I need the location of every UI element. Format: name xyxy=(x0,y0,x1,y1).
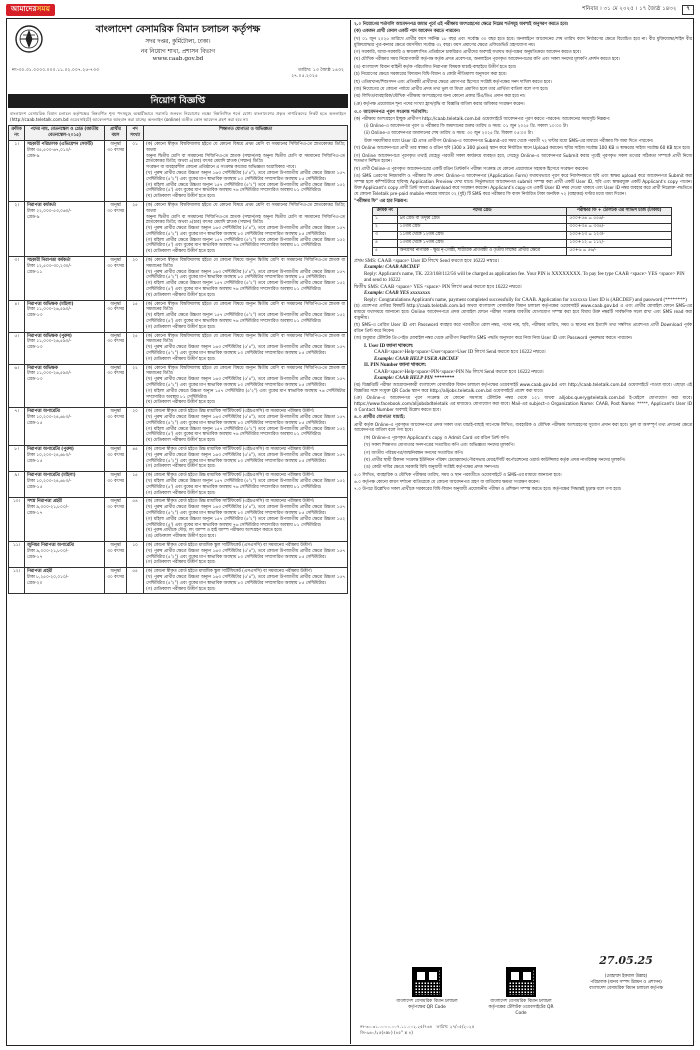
header-age: প্রার্থীর বয়স xyxy=(105,126,127,141)
row-serial: ১১। xyxy=(9,541,25,567)
row-post xyxy=(25,140,105,201)
footer-memo: নং-৩০.৩১.০০০০.০০৭.১১.০০২.২৫/৭৩৪ xyxy=(360,1024,433,1029)
qualification-line: (খ) পুরুষ প্রার্থীর ক্ষেত্রে উচ্চতা অন্যূন ১৬৩ সেন্টিমিটার (৫'৪"), তবে কোনো উপজাতীয় প্রার্থীর ক্ষেত্রে উচ্চতা ১৫৭ সেন্টিমিটার (৫'২") এবং বুকের মাপ স্বাভাবিক অবস্থায় ৮০ সেন্টিমিটার সম্প্রসারিত অবস্থায় ৮৫ সেন্টিমিটার। xyxy=(146,415,345,426)
fee-cell: ২০০+২৩ = ২২৩/- xyxy=(567,231,672,239)
qualification-line: (ক) কোনো স্বীকৃত বিশ্ববিদ্যালয় হইতে যে কোনো বিষয়ে প্রথম শ্রেণি বা সমমানের সিজিপিএ-তে স্নাতকোত্তর ডিগ্রি; অথবা xyxy=(146,202,345,214)
helpline-rule: (ঞ) Online-এ আবেদনপত্র পূরণ সংক্রান্ত যে কোনো সমস্যায় টেলিটক নম্বর থেকে ১২১ অথবা alljobs.query@teletalk.com.bd ই-মেইলে যোগাযোগ করা যাবে। https://www.facebook.com/alljobsbdteletalk এর মাধ্যমেও যোগাযোগ করা যাবে। Mail-এর subject-এ Organization Name: CAAB, Post Name: *****, Applicant's User ID ও Contact Number অবশ্যই উল্লেখ করতে হবে। xyxy=(354,395,692,413)
row-count: ৫৪ xyxy=(127,498,144,542)
qualification-line: (গ) মহিলা প্রার্থীর ক্ষেত্রে উচ্চতা অন্যূন ১৫৭ সেন্টিমিটার (৫'২") তবে কোনো উপজাতীয় প্রার্থীর ক্ষেত্রে উচ্চতা ১৫২ সেন্টিমিটার (৫') এবং বুকের মাপ স্বাভাবিক অবস্থায় ৭৬ সেন্টিমিটার সম্প্রসারিত অবস্থায় ৮১ সেন্টিমিটার। xyxy=(146,281,345,293)
post-name: নিরাপত্তা অপারেটর (পুরুষ) xyxy=(27,446,74,452)
qualification-line: (ক) কোনো স্বীকৃত বোর্ড হইতে উচ্চ মাধ্যমিক সার্টিফিকেট (এইচএসসি) বা সমমানের পরীক্ষায় উত্তীর্ণ। xyxy=(146,499,315,505)
row-post xyxy=(25,257,105,301)
verification-doc-b: (খ) সকল শিক্ষাগত যোগ্যতার সনদপত্রের সত্যায়িত কপি এবং অভিজ্ঞতা সনদের মূলকপি। xyxy=(364,443,515,449)
footer-refs xyxy=(360,1024,690,1035)
table-row xyxy=(373,247,672,255)
fee-cell: ১১তম থেকে ১২তম গ্রেড xyxy=(397,231,567,239)
condition-orphan: (ছ) এতিমখানা/শিশুসদন এবং প্রতিবন্ধী প্রার্থীদের ক্ষেত্রে প্রমাণপত্র হিসেবে সংশ্লিষ্ট কর্তৃপক্ষের সনদ দাখিল করতে হবে। xyxy=(354,79,552,85)
fee-cell: ৫ xyxy=(373,247,398,255)
row-age: অনূর্ধ্ব ৩০ বৎসর xyxy=(105,364,127,408)
page-number: ৭ xyxy=(682,5,694,14)
table-row xyxy=(9,445,348,471)
fee-header-amount: পরীক্ষার ফি + টেলিটক এর সার্ভিস চার্জ (টাকায়) xyxy=(567,207,672,215)
row-serial: ৫। xyxy=(9,332,25,364)
qualification-line: সংরক্ষণ বা ব্যবহারশীল কোনো প্রতিষ্ঠানে এ সংক্রান্ত কাজের অভিজ্ঞতা অগ্রাধিকার পাবে। xyxy=(146,165,296,171)
posts-table-header xyxy=(9,126,348,141)
qualification-line: (গ) মেডিক্যাল পরীক্ষায় উত্তীর্ণ হতে হবে। xyxy=(146,560,216,566)
post-grade: গ্রেড-১৭ xyxy=(27,510,43,516)
post-scale: টাকা ৮,২৫০-২০,০১০/- xyxy=(27,574,69,580)
website-qr-rule: (ঝ) বিজ্ঞপ্তিটি পরীক্ষা আয়োজনকারী বাংলাদেশ বেসামরিক বিমান চলাচল কর্তৃপক্ষের ওয়েবসাইট www.caab.gov.bd এবং http://caab.teletalk.com.bd ওয়েবসাইটে পাওয়া যাবে। এছাড়া এই বিজ্ঞপ্তির সঙ্গে সংযুক্ত QR Code স্ক্যান করে http://alljobs.teletalk.com.bd ওয়েবসাইটে প্রবেশ করা যাবে। xyxy=(354,382,692,394)
qualification-line: (গ) মেডিক্যাল পরীক্ষায় উত্তীর্ণ হতে হবে। xyxy=(146,586,216,592)
newspaper-topbar xyxy=(6,4,694,16)
qualification-line: (গ) মেডিক্যাল পরীক্ষায় উত্তীর্ণ হতে হবে। xyxy=(146,356,216,362)
qualification-line: (ঘ) মেডিক্যাল পরীক্ষায় উত্তীর্ণ হতে হবে। xyxy=(146,438,216,444)
table-row xyxy=(373,223,672,231)
post-name: নিরাপত্তা অভিক্ষক xyxy=(27,365,58,371)
post-scale: টাকা ৯,০০০-২১,৮০০/- xyxy=(27,505,69,511)
row-serial: ৪। xyxy=(9,300,25,332)
qr-code-icon[interactable] xyxy=(506,967,536,997)
sms-fee-rule: (ঙ) SMS প্রেরণের নিয়মাবলি ও পরীক্ষার ফি প্রদান: Online-এ আবেদনপত্র (Application Form) যথাযথভাবে পূরণ করে নির্দেশনামতে ছবি এবং স্বাক্ষর upload করে আবেদনপত্র Submit করা সম্পন্ন হলে কম্পিউটারে ছবিসহ Application Preview দেখা যাবে। নির্ভুলভাবে আবেদনপত্র submit সম্পন্ন করা প্রার্থী একটি User ID, ছবি এবং স্বাক্ষরযুক্ত একটি Applicant's copy পাবেন। উক্ত Applicant's copy প্রার্থী প্রিন্ট অথবা download করে সংরক্ষণ করবেন। Applicant's copy-তে একটি User ID নম্বর দেওয়া থাকবে এবং User ID নম্বর ব্যবহার করে প্রার্থী নিম্নোক্ত পদ্ধতিতে যে কোনো Teletalk pre-paid mobile নম্বরের মাধ্যমে ০২ (দুই) টি SMS করে পরীক্ষার ফি বাবদ নির্ধারিত টাকা অনধিক ৭২ (বাহাত্তর) ঘণ্টার মধ্যে জমা দিবেন। xyxy=(354,174,692,197)
table-row xyxy=(9,568,348,594)
post-name: সশস্ত্র নিরাপত্তা প্রহরী xyxy=(27,499,63,505)
row-serial: ৮। xyxy=(9,445,25,471)
verification-doc-e: (ঙ) কোটা দাবির ক্ষেত্রে সরকারি বিধি অনুযায়ী সংশ্লিষ্ট কর্তৃপক্ষের প্রদত্ত সনদপত্র। xyxy=(364,465,500,471)
signature-block xyxy=(562,954,690,991)
conditions-title: ২.০ নিয়োগের শর্তাবলি আবেদনপত্র জমার পূর্বে এই পরীক্ষায় অংশগ্রহণের ক্ষেত্রে নিম্নের শর্তসমূহ অবশ্যই অনুসরণ করতে হবে। xyxy=(354,22,569,27)
row-qualification xyxy=(144,408,348,446)
row-qualification xyxy=(144,445,348,471)
final-decision-note: ৭.০ উপরে উল্লেখিত সকল প্রার্থীকে সরকারের বিধি-বিধান অনুযায়ী প্রয়োজনীয় পরীক্ষা ও প্রশিক্ষণ সম্পন্ন করতে হবে। কর্তৃপক্ষের সিদ্ধান্তই চূড়ান্ত বলে গণ্য হবে। xyxy=(354,487,622,493)
verification-intro: প্রার্থী কর্তৃক Online-এ পূরণকৃত আবেদনপত্রে প্রদত্ত সকল তথ্য যাচাই-বাছাই সাপেক্ষে লিখিত, ব্যবহারিক ও মৌখিক পরীক্ষায় অংশগ্রহণের সুযোগ প্রদান করা হবে। ভুল বা অসম্পূর্ণ তথ্য প্রদানের ক্ষেত্রে আবেদনপত্র বাতিল বলে গণ্য হবে। xyxy=(354,422,692,434)
qualification-line: (খ) মহিলা প্রার্থীর ক্ষেত্রে উচ্চতা অন্যূন ১৫৭ সেন্টিমিটার (৫'২") তবে কোনো উপজাতীয় প্রার্থীর ক্ষেত্রে উচ্চতা ১৫২ সেন্টিমিটার (৫') এবং বুকের মাপ স্বাভাবিক অবস্থায় ৭৬ সেন্টিমিটার সম্প্রসারিত অবস্থায় ৮১ সেন্টিমিটার। xyxy=(146,478,345,490)
masthead-accent-text: সময় xyxy=(36,5,51,14)
row-count: ১০ xyxy=(127,541,144,567)
row-post xyxy=(25,498,105,542)
footer-date: তারিখ: ২৭/০৫/২০২৫ xyxy=(436,1024,475,1029)
row-post xyxy=(25,541,105,567)
post-scale: টাকা ২২,০০০-৫৩,০৬০/- xyxy=(27,208,72,214)
verification-doc-d: (ঘ) প্রার্থীর স্থায়ী ঠিকানা সংক্রান্ত ইউনিয়ন পরিষদ চেয়ারম্যান/পৌরসভার মেয়র/সিটি কর্পোরেশনের ওয়ার্ড কাউন্সিলর কর্তৃক প্রদত্ত নাগরিকত্ব সনদের মূলকপি। xyxy=(364,457,626,463)
fee-cell: ১ xyxy=(373,215,398,223)
photo-upload-rule: (খ) Online আবেদনপত্রে প্রার্থী তার স্বাক্ষর ও রঙিন ছবি (300 x 300 pixel) স্ক্যান করে নির্ধারিত স্থানে Upload করবেন। ছবির সাইজ সর্বোচ্চ 100 KB ও স্বাক্ষরের সাইজ সর্বোচ্চ 60 KB হতে হবে। xyxy=(354,146,691,152)
condition-quota: (চ) নিয়োগের ক্ষেত্রে সরকারের বিদ্যমান বিধি-বিধান ও কোটা নীতিমালা অনুসরণ করা হবে। xyxy=(354,72,507,78)
qualification-line: অনুন্য দ্বিতীয় শ্রেণি বা সমমানের সিজিপিএ-তে স্নাতক (সম্মান)সহ অনুন্য দ্বিতীয় শ্রেণি বা সমমানের সিজিপিএ-তে স্নাতকোত্তর ডিগ্রি; অথবা ৪(চার) বৎসর মেয়াদি স্নাতক (সম্মান) ডিগ্রি। xyxy=(146,214,345,226)
row-age: অনূর্ধ্ব ৩০ বৎসর xyxy=(105,541,127,567)
qualification-line: (ক) কোনো স্বীকৃত বোর্ড হইতে মাধ্যমিক স্কুল সার্টিফিকেট (এসএসসি) বা সমমানের পরীক্ষায় উত্তীর্ণ। xyxy=(146,542,312,548)
fee-cell: ৪ xyxy=(373,239,398,247)
sms-first-reply: Reply: Applicant's name, TK. 223/168/112/56 will be charged as application fee. Your PIN is XXXXXXXX. To pay fee type CAAB <space> YES <space> PIN and send to 16222 xyxy=(364,271,685,284)
verification-doc-c: (গ) জাতীয় পরিচয়পত্র/জন্মনিবন্ধন সনদের সত্যায়িত কপি। xyxy=(364,450,464,456)
signer-title: পরিচালক (মানব সম্পদ উন্নয়ন ও প্রশাসন) xyxy=(590,979,662,985)
qualification-line: (গ) মহিলা প্রার্থীর ক্ষেত্রে উচ্চতা অন্যূন ১৫৭ সেন্টিমিটার (৫'২") তবে কোনো উপজাতীয় প্রার্থীর ক্ষেত্রে উচ্চতা ১৫২ সেন্টিমিটার (৫') এবং বুকের মাপ স্বাভাবিক অবস্থায় ৭৬ সেন্টিমিটার সম্প্রসারিত অবস্থায় ৮১ সেন্টিমিটার। xyxy=(146,182,345,194)
print-copy-rule: (ঘ) প্রার্থী Online-এ পূরণকৃত আবেদনপত্রের একটি রঙিন প্রিন্টকপি পরীক্ষা সংক্রান্ত যে কোনো প্রয়োজনে সহায়ক হিসেবে সংরক্ষণ করবেন। xyxy=(354,166,589,172)
row-post xyxy=(25,445,105,471)
post-scale: টাকা ১১,০০০-২৬,৫৯০/- xyxy=(27,307,72,313)
fee-cell: ২ xyxy=(373,223,398,231)
authority-reserve-note: ৬.০ কর্তৃপক্ষ কোনো কারণ দর্শানো ব্যতিরেকে যে কোনো আবেদনপত্র গ্রহণ বা বাতিলের ক্ষমতা সংরক্ষণ করেন। xyxy=(354,480,540,486)
fee-header-serial: ক্রমিক নং xyxy=(373,207,398,215)
row-post xyxy=(25,472,105,498)
info-accuracy-rule: (গ) Online আবেদনপত্রে পূরণকৃত তথ্যই যেহেতু পরবর্তী সকল কার্যক্রমে ব্যবহৃত হবে, সেহেতু Online-এ আবেদনপত্র Submit করার পূর্বেই পূরণকৃত সকল তথ্যের সঠিকতা সম্পর্কে প্রার্থী নিজে শতভাগ নিশ্চিত হবেন। xyxy=(354,153,692,165)
notice-banner-title: নিয়োগ বিজ্ঞপ্তি xyxy=(8,94,348,108)
application-website-text: (ক) পরীক্ষায় অংশগ্রহণে ইচ্ছুক প্রার্থীগণ http://caab.teletalk.com.bd ওয়েবসাইটে আবেদনপত্র পূরণ করতে পারবেন। আবেদনের সময়সূচি নিম্নরূপ: xyxy=(354,116,611,122)
condition-authority-rights: (ঞ) কর্তৃপক্ষ প্রয়োজনে শূন্য পদের সংখ্যা হ্রাস/বৃদ্ধি বা বিজ্ঞপ্তি বাতিল করার অধিকার সংরক্ষণ করেন। xyxy=(354,101,525,107)
post-name: নিরাপত্তা অভিক্ষক (পুরুষ) xyxy=(27,333,72,339)
qualification-line: (খ) পুরুষ প্রার্থীর ক্ষেত্রে উচ্চতা অন্যূন ১৬৩ সেন্টিমিটার (৫'৪"), তবে কোনো উপজাতীয় প্রার্থীর ক্ষেত্রে উচ্চতা ১৫৭ সেন্টিমিটার (৫'২") এবং বুকের মাপ স্বাভাবিক অবস্থায় ৮০ সেন্টিমিটার সম্প্রসারিত অবস্থায় ৮৫ সেন্টিমিটার। xyxy=(146,377,345,389)
sms-first-example: Example: CAAB ABCDEF xyxy=(364,265,420,271)
right-column xyxy=(354,22,692,1042)
fee-cell: ৫০+৬ = ৫৬/- xyxy=(567,247,672,255)
row-qualification xyxy=(144,140,348,201)
application-website-para xyxy=(354,117,692,123)
qualification-line: (খ) পুরুষ প্রার্থীর ক্ষেত্রে উচ্চতা অন্যূন ১৬৩ সেন্টিমিটার (৫'৪"), তবে কোনো উপজাতীয় প্রার্থীর ক্ষেত্রে উচ্চতা ১৫৭ সেন্টিমিটার (৫'২") এবং বুকের মাপ স্বাভাবিক অবস্থায় ৮০ সেন্টিমিটার সম্প্রসারিত অবস্থায় ৮৫ সেন্টিমিটার। xyxy=(146,452,345,464)
row-post xyxy=(25,332,105,364)
application-fee-window: উক্ত সময়সীমার মধ্যে User ID প্রাপ্ত প্রার্থীগণ Online-এ আবেদনপত্র Submit-এর সময় থেকে পরবর্তী ৭২ ঘণ্টার মধ্যে SMS-এর মাধ্যমে পরীক্ষার ফি জমা দিতে পারবেন। xyxy=(364,138,654,144)
application-section-title: ৩.০ আবেদনপত্র পূরণ সংক্রান্ত শর্তাবলি: xyxy=(354,109,428,115)
row-count: ২২ xyxy=(127,364,144,408)
qualification-line: (ঘ) মেডিক্যাল পরীক্ষায় উত্তীর্ণ হতে হবে। xyxy=(146,292,216,298)
exam-schedule-note: ৫.০ লিখিত, ব্যবহারিক ও মৌখিক পরীক্ষার তারিখ, সময় ও স্থান পরবর্তীতে ওয়েবসাইটে ও SMS-এর মাধ্যমে জানানো হবে। xyxy=(354,472,562,478)
row-serial: ৩। xyxy=(9,257,25,301)
row-age: অনূর্ধ্ব ৩০ বৎসর xyxy=(105,201,127,256)
header-serial: ক্রমিক নং xyxy=(9,126,25,141)
qualification-line: (গ) মেডিক্যাল পরীক্ষায় উত্তীর্ণ হতে হবে। xyxy=(146,464,216,470)
qualification-line: (ক) কোনো স্বীকৃত বোর্ড হইতে উচ্চ মাধ্যমিক সার্টিফিকেট (এইচএসসি) বা সমমানের পরীক্ষায় উত্তীর্ণ। xyxy=(146,446,315,452)
sms-second-instruction: দ্বিতীয় SMS: CAAB <space> YES <space> PIN লিখে send করতে হবে 16222 নম্বরে। xyxy=(354,284,522,290)
condition-employed: (গ) সরকারি, আধা-সরকারি ও স্বায়ত্তশাসিত প্রতিষ্ঠানে চাকরিরত প্রার্থীদের অবশ্যই যথাযথ কর্তৃপক্ষের অনুমতিক্রমে আবেদন করতে হবে। xyxy=(354,49,581,55)
post-name: নিরাপত্তা প্রহরী xyxy=(27,569,53,575)
fee-cell: ৩০০+৩৪ = ৩৩৪/- xyxy=(567,223,672,231)
table-row xyxy=(9,257,348,301)
post-name: সহকারী নিরাপত্তা কর্মকর্তা xyxy=(27,258,71,264)
row-qualification xyxy=(144,498,348,542)
qualification-line: (গ) মেডিক্যাল পরীক্ষায় উত্তীর্ণ হতে হবে। xyxy=(146,490,216,496)
column-divider xyxy=(350,20,351,1044)
table-row xyxy=(373,239,672,247)
post-grade: গ্রেড-১৫ xyxy=(27,484,43,490)
table-row xyxy=(9,201,348,256)
post-scale: টাকা ১১,০০০-২৬,৫৯০/- xyxy=(27,339,72,345)
signer-name: (মোহাম্মদ ইকবাল উল্লাহ) xyxy=(604,974,648,979)
row-qualification xyxy=(144,364,348,408)
post-grade: গ্রেড-১৭ xyxy=(27,554,43,560)
condition-age: (খ) ০১ জুন ২০২৫ তারিখে প্রার্থীর বয়স সর্বনিম্ন ১৮ বছর এবং সর্বোচ্চ ৩০ বছর হতে হবে। অনলাইনে আবেদনের শেষ তারিখ বয়স নির্ধারণের ক্ষেত্রে বিবেচিত হবে না। বীর মুক্তিযোদ্ধা/শহিদ বীর মুক্তিযোদ্ধার পুত্র-কন্যার ক্ষেত্রে বয়সসীমা সর্বোচ্চ ৩২ বছর। বয়স প্রমাণের ক্ষেত্রে এফিডেভিট গ্রহণযোগ্য নয়। xyxy=(354,36,692,48)
row-post xyxy=(25,568,105,594)
post-name: জুনিয়র নিরাপত্তা অপারেটর xyxy=(27,542,74,548)
post-scale: টাকা ৯,০০০-২১,৮০০/- xyxy=(27,548,69,554)
row-count: ৫৫ xyxy=(127,568,144,594)
qualification-line: (ঘ) মেডিক্যাল পরীক্ষায় উত্তীর্ণ হতে হবে। xyxy=(146,400,216,406)
post-scale: টাকা ১১,০০০-২৬,৫৯০/- xyxy=(27,371,72,377)
table-row xyxy=(9,300,348,332)
row-qualification xyxy=(144,472,348,498)
qualification-line: (খ) পুরুষ প্রার্থীর ক্ষেত্রে উচ্চতা অন্যূন ১৬৩ সেন্টিমিটার (৫'৪"), তবে কোনো উপজাতীয় প্রার্থীর ক্ষেত্রে উচ্চতা ১৫৭ সেন্টিমিটার (৫'২") এবং বুকের মাপ স্বাভাবিক অবস্থায় ৮০ সেন্টিমিটার সম্প্রসারিত অবস্থায় ৮৫ সেন্টিমিটার। xyxy=(146,269,345,281)
table-row xyxy=(9,541,348,567)
header-post-name: পদের নাম, বেতনস্কেল ও গ্রেড (জাতীয় বেতনস্কেল-২০১৫) xyxy=(25,126,105,141)
qualification-line: (ক) কোনো স্বীকৃত বিশ্ববিদ্যালয় হইতে যে কোনো বিষয়ে অন্যূন দ্বিতীয় শ্রেণি বা সমমানের সিজিপিএ-তে স্নাতক বা সমমানের ডিগ্রি। xyxy=(146,301,345,313)
fee-table-header xyxy=(373,207,672,215)
row-serial: ৯। xyxy=(9,472,25,498)
fee-cell: ৩ xyxy=(373,231,398,239)
post-scale: টাকা ৩৫,৫০০-৬৭,০১০/- xyxy=(27,147,72,153)
row-count: ২০ xyxy=(127,408,144,446)
post-name: নিরাপত্তা অপারেটর (মহিলা) xyxy=(27,473,76,479)
row-serial: ১। xyxy=(9,140,25,201)
fee-table-title: "পরীক্ষার ফি" এর হার নিম্নরূপ: xyxy=(354,199,408,204)
row-count: ৪৫ xyxy=(127,445,144,471)
post-scale: টাকা ১০,২০০-২৪,৬৮০/- xyxy=(27,415,72,420)
notice-intro: বাংলাদেশ বেসামরিক বিমান চলাচল কর্তৃপক্ষের নিম্নবর্ণিত শূন্য পদসমূহে অস্থায়ীভাবে সরাসরি জনবল নিয়োগের লক্ষ্যে নিম্নলিখিত শর্তে যোগ্য বাংলাদেশের প্রকৃত নাগরিকদের নিকট হতে অনলাইনে (http://caab.teletalk.com.bd ওয়েবসাইটে) আবেদনপত্র আহবান করা যাচ্ছে। অনলাইন (online) ব্যতীত কোন আবেদন গ্রহণ করা হবে না। xyxy=(10,111,346,122)
qualification-line: (খ) পুরুষ প্রার্থীর ক্ষেত্রে উচ্চতা অন্যূন ১৬৩ সেন্টিমিটার (৫'৪"), তবে কোনো উপজাতীয় প্রার্থীর ক্ষেত্রে উচ্চতা ১৫৭ সেন্টিমিটার (৫'২") এবং বুকের মাপ স্বাভাবিক অবস্থায় ৮০ সেন্টিমিটার সম্প্রসারিত অবস্থায় ৮৫ সেন্টিমিটার। xyxy=(146,574,345,586)
row-serial: ৬। xyxy=(9,364,25,408)
qualification-line: (ঙ) মেডিক্যাল পরীক্ষায় উত্তীর্ণ হতে হবে। xyxy=(146,534,216,540)
qualification-line: (খ) পুরুষ প্রার্থীর ক্ষেত্রে উচ্চতা অন্যূন ১৬৩ সেন্টিমিটার (৫'৪"), তবে কোনো উপজাতীয় প্রার্থীর ক্ষেত্রে উচ্চতা ১৫৭ সেন্টিমিটার (৫'২") এবং বুকের মাপ স্বাভাবিক অবস্থায় ৮০ সেন্টিমিটার সম্প্রসারিত অবস্থায় ৮৫ সেন্টিমিটার। xyxy=(146,170,345,182)
qualification-line: (গ) মহিলা প্রার্থীর ক্ষেত্রে উচ্চতা অন্যূন ১৫৭ সেন্টিমিটার (৫'২") তবে কোনো উপজাতীয় প্রার্থীর ক্ষেত্রে উচ্চতা ১৫২ সেন্টিমিটার (৫') এবং বুকের মাপ স্বাভাবিক অবস্থায় ৭৬ সেন্টিমিটার সম্প্রসারিত অবস্থায় ৮১ সেন্টিমিটার। xyxy=(146,516,345,528)
row-qualification xyxy=(144,332,348,364)
fee-cell: ৫০০+৫৬ = ৫৫৬/- xyxy=(567,215,672,223)
caab-logo-icon xyxy=(14,24,44,54)
verification-doc-a: (ক) Online-এ পূরণকৃত Applicant's copy ও Admit Card এর রঙিন প্রিন্ট কপি। xyxy=(364,435,510,441)
handwritten-signature: 27.05.25 xyxy=(599,954,653,967)
newspaper-masthead xyxy=(6,4,55,15)
post-name: নিরাপত্তা অপারেটর xyxy=(27,409,60,415)
qr-block-teletalk xyxy=(488,967,554,1017)
row-post xyxy=(25,364,105,408)
row-serial: ১০। xyxy=(9,498,25,542)
organization-name: বাংলাদেশ বেসামরিক বিমান চলাচল কর্তৃপক্ষ xyxy=(95,24,261,35)
fee-cell: ১৩তম থেকে ১৭তম গ্রেড xyxy=(397,239,567,247)
qualification-line: (ক) কোনো স্বীকৃত বিশ্ববিদ্যালয় হইতে যে কোনো বিষয়ে অন্যূন দ্বিতীয় শ্রেণি বা সমমানের সিজিপিএ-তে স্নাতক বা সমমানের ডিগ্রি। xyxy=(146,365,345,377)
condition-one-post: (ক) একজন প্রার্থী কেবল একটি পদে আবেদন করতে পারবেন। xyxy=(354,29,461,35)
issue-date: শনিবার । ৩১ মে ২০২৫ । ১৭ জ্যৈষ্ঠ ১৪৩২ xyxy=(582,6,677,13)
recovery-pin-example: Example: CAAB HELP PIN ******** xyxy=(374,376,455,382)
table-row xyxy=(9,140,348,201)
qr-caption-teletalk: বাংলাদেশ বেসামরিক বিমান চলাচল কর্তৃপক্ষের টেলিটক ওয়েবসাইটের QR Code xyxy=(488,999,554,1016)
qualification-line: (খ) পুরুষ প্রার্থীর ক্ষেত্রে উচ্চতা অন্যূন ১৬৩ সেন্টিমিটার (৫'৪"), তবে কোনো উপজাতীয় প্রার্থীর ক্ষেত্রে উচ্চতা ১৫৭ সেন্টিমিটার (৫'২") এবং বুকের মাপ স্বাভাবিক অবস্থায় ৮০ সেন্টিমিটার সম্প্রসারিত অবস্থায় ৮৫ সেন্টিমিটার। xyxy=(146,345,345,357)
row-count: ২০ xyxy=(127,257,144,301)
fee-cell: ১০০+১২ = ১১২/- xyxy=(567,239,672,247)
row-qualification xyxy=(144,257,348,301)
qualification-line: (খ) পুরুষ প্রার্থীর ক্ষেত্রে উচ্চতা অন্যূন ১৬৩ সেন্টিমিটার (৫'৪"), তবে কোনো উপজাতীয় প্রার্থীর ক্ষেত্রে উচ্চতা ১৫৭ সেন্টিমিটার (৫'২") এবং বুকের মাপ স্বাভাবিক অবস্থায় ৮০ সেন্টিমিটার সম্প্রসারিত অবস্থায় ৮৫ সেন্টিমিটার। xyxy=(146,226,345,237)
recovery-rule: (জ) শুধুমাত্র টেলিটক প্রি-পেইড মোবাইল নম্বর থেকে প্রার্থীগণ নিম্নবর্ণিত SMS পদ্ধতি অনুসরণ করে নিজ নিজ User ID এবং Password পুনরুদ্ধার করতে পারবেন। xyxy=(354,336,633,342)
qualification-line: (ক) কোনো স্বীকৃত বোর্ড হইতে উচ্চ মাধ্যমিক সার্টিফিকেট (এইচএসসি) বা সমমানের পরীক্ষায় উত্তীর্ণ। xyxy=(146,409,315,415)
row-age: অনূর্ধ্ব ৩০ বৎসর xyxy=(105,498,127,542)
row-age: অনূর্ধ্ব ৩০ বৎসর xyxy=(105,140,127,201)
row-post xyxy=(25,408,105,446)
row-post xyxy=(25,300,105,332)
recovery-user-sms: CAAB<space>Help<space>User<space>User ID লিখে Send করতে হবে 16222 নম্বরে। xyxy=(374,350,546,356)
row-count: ২৫ xyxy=(127,201,144,256)
admit-card-rule: (চ) প্রবেশপত্র প্রাপ্তির বিষয়টি http://caab.teletalk.com.bd অথবা বাংলাদেশ বেসামরিক বিমান চলাচল কর্তৃপক্ষের ওয়েবসাইট www.caab.gov.bd এ এবং প্রার্থীর মোবাইল ফোনে SMS-এর মাধ্যমে যথাসময়ে জানানো হবে। Online আবেদনপত্রে প্রদত্ত মোবাইল ফোনে পরীক্ষা সংক্রান্ত যাবতীয় যোগাযোগ সম্পন্ন করা হবে বিধায় উক্ত নম্বরটি সার্বক্ষণিক সচল রাখা এবং SMS read করা বাঞ্ছনীয়। xyxy=(354,304,692,321)
fee-table-body xyxy=(373,215,672,255)
posts-table-body xyxy=(9,140,348,593)
row-qualification xyxy=(144,300,348,332)
post-grade: গ্রেড-১৩ xyxy=(27,313,43,319)
qualification-line: (গ) মহিলা প্রার্থীর ক্ষেত্রে উচ্চতা অন্যূন ১৫৭ সেন্টিমিটার (৫'২") তবে কোনো উপজাতীয় প্রার্থীর ক্ষেত্রে উচ্চতা ১৫২ সেন্টিমিটার (৫') এবং বুকের মাপ স্বাভাবিক অবস্থায় ৭৬ সেন্টিমিটার সম্প্রসারিত অবস্থায় ৮১ সেন্টিমিটার। xyxy=(146,237,345,249)
condition-false-info: (জ) নিয়োগের যে কোনো পর্যায়ে প্রার্থীর প্রদত্ত তথ্য ভুল বা মিথ্যা প্রমাণিত হলে তার প্রার্থিতা বাতিল বলে গণ্য হবে। xyxy=(354,86,549,92)
fee-table xyxy=(372,207,672,256)
organization-website: www.caab.gov.bd xyxy=(152,56,204,63)
row-serial: ২। xyxy=(9,201,25,256)
row-count: ১৫ xyxy=(127,300,144,332)
recovery-user-title: I. User ID জানা থাকলে: xyxy=(364,343,414,349)
condition-no-ta-da: (ঝ) লিখিত/ব্যবহারিক/মৌখিক পরীক্ষায় অংশগ্রহণের জন্য কোনো প্রকার টিএ/ডিএ প্রদান করা হবে না। xyxy=(354,94,526,100)
post-name: সহকারী পরিচালক (এভিয়েশন সেফটি) xyxy=(27,141,93,147)
table-row xyxy=(373,215,672,223)
recovery-pin-title: II. PIN Number জানা থাকলে: xyxy=(364,363,427,369)
header-post-count: পদ সংখ্যা xyxy=(127,126,144,141)
sms-first-instruction: প্রথম SMS: CAAB <space> User ID লিখে Send করতে হবে 16222 নম্বরে। xyxy=(354,258,500,264)
condition-security: (ঙ) বাংলাদেশ বিমান বাহিনী কর্তৃক পরিচালিত নিরাপত্তা বিষয়ক যাচাই-বাছাইয়ে উত্তীর্ণ হতে হবে। xyxy=(354,64,517,70)
row-serial: ৭। xyxy=(9,408,25,446)
table-row xyxy=(9,472,348,498)
qualification-line: (ক) কোনো স্বীকৃত বিশ্ববিদ্যালয় হইতে যে কোনো বিষয়ে অন্যূন দ্বিতীয় শ্রেণি বা সমমানের সিজিপিএ-তে স্নাতক বা সমমানের ডিগ্রি। xyxy=(146,333,345,345)
admit-download-rule: (ছ) SMS-এ প্রেরিত User ID এবং Password ব্যবহার করে পরবর্তীতে রোল নম্বর, পদের নাম, ছবি, পরীক্ষার তারিখ, সময় ও স্থানের নাম ইত্যাদি তথ্য সম্বলিত প্রবেশপত্র প্রার্থী Download পূর্বক রঙিন প্রিন্ট করে নিবেন। xyxy=(354,323,692,334)
memo-number: নং-৩০.৩১.০০০০.০০০.১১.০২.০০৭.২৫-৭৩৩ xyxy=(12,68,99,74)
date-label: তারিখ: xyxy=(298,68,312,74)
post-scale: টাকা ১০,২০০-২৪,৬৮০/- xyxy=(27,452,72,458)
post-grade: গ্রেড-১১ xyxy=(27,269,43,275)
fee-header-grade: পদের গ্রেড xyxy=(397,207,567,215)
row-age: অনূর্ধ্ব ৩০ বৎসর xyxy=(105,408,127,446)
row-age: অনূর্ধ্ব ৩০ বৎসর xyxy=(105,445,127,471)
application-end-time: (ii) Online-এ আবেদনপত্র জমাদানের শেষ তারিখ ও সময়: ৩০ জুন ২০২৫ খ্রি. বিকাল ০৫:০০ টা। xyxy=(364,131,533,137)
post-name: নিরাপত্তা কর্মকর্তা xyxy=(27,202,57,208)
qualification-line: (খ) পুরুষ প্রার্থীর ক্ষেত্রে উচ্চতা অন্যূন ১৬৩ সেন্টিমিটার (৫'৪"), তবে কোনো উপজাতীয় প্রার্থীর ক্ষেত্রে উচ্চতা ১৫৭ সেন্টিমিটার (৫'২") এবং বুকের মাপ স্বাভাবিক অবস্থায় ৮০ সেন্টিমিটার সম্প্রসারিত অবস্থায় ৮৫ সেন্টিমিটার। xyxy=(146,548,345,560)
posts-table xyxy=(8,125,348,594)
row-qualification xyxy=(144,541,348,567)
post-grade: গ্রেড-১৩ xyxy=(27,377,43,383)
sms-second-example: Example: CAAB YES xxxxxxxx xyxy=(364,291,431,297)
masthead-text: আমাদের xyxy=(11,5,37,14)
recovery-pin-sms: CAAB<space>Help<space>PIN<space>PIN No লিখে Send করতে হবে 16222 নম্বরে। xyxy=(374,369,544,375)
qualification-line: (ক) কোনো স্বীকৃত বোর্ড হইতে উচ্চ মাধ্যমিক সার্টিফিকেট (এইচএসসি) বা সমমানের পরীক্ষায় উত্তীর্ণ। xyxy=(146,473,315,479)
row-age: অনূর্ধ্ব ৩০ বৎসর xyxy=(105,472,127,498)
application-start-time: (i) Online-এ আবেদনপত্র পূরণ ও পরীক্ষার ফি জমাদানের শুরুর তারিখ ও সময়: ০১ জুন ২০২৫ খ্রি. সকাল ১০:০০ টা। xyxy=(364,124,569,130)
qualification-line: (ক) কোনো স্বীকৃত বোর্ড হইতে মাধ্যমিক স্কুল সার্টিফিকেট (এসএসসি) বা সমমানের পরীক্ষায় উত্তীর্ণ। xyxy=(146,569,312,575)
organization-address: সদর দপ্তর, কুর্মিটোলা, ঢাকা। xyxy=(145,38,211,45)
condition-viva-docs: (ঘ) মৌখিক পরীক্ষার সময় নিয়োগকারী কর্তৃপক্ষ কর্তৃক প্রদত্ত প্রবেশপত্র, অনলাইনে পূরণকৃত আবেদনপত্রের কপি এবং সকল সনদের মূলকপি প্রদর্শন করতে হবে। xyxy=(354,57,620,63)
fee-cell: ৯ম গ্রেড বা তদূর্ধ্ব গ্রেড xyxy=(397,215,567,223)
table-row xyxy=(9,498,348,542)
qualification-line: (ক) কোনো স্বীকৃত বিশ্ববিদ্যালয় হইতে যে কোনো বিষয়ে অন্যূন দ্বিতীয় শ্রেণি বা সমমানের সিজিপিএ-তে স্নাতক বা সমমানের ডিগ্রি। xyxy=(146,258,345,269)
verification-section-title: ৪.০ প্রার্থীর যোগ্যতা যাচাই: xyxy=(354,415,406,421)
post-name: নিরাপত্তা অভিক্ষক (মহিলা) xyxy=(27,301,74,307)
fee-cell: অনগ্রসর নাগরিক - ক্ষুদ্র নৃ-গোষ্ঠী, শারীরিক প্রতিবন্ধী ও তৃতীয় লিঙ্গের প্রার্থীর ক্ষেত্রে xyxy=(397,247,567,255)
qualification-line: (খ) মহিলা প্রার্থীর ক্ষেত্রে উচ্চতা অন্যূন ১৫৭ সেন্টিমিটার (৫'২") তবে কোনো উপজাতীয় প্রার্থীর ক্ষেত্রে উচ্চতা ১৫২ সেন্টিমিটার (৫') এবং বুকের মাপ স্বাভাবিক অবস্থায় ৭৬ সেন্টিমিটার সম্প্রসারিত অবস্থায় ৮১ সেন্টিমিটার। xyxy=(146,313,345,325)
post-grade: গ্রেড-১৩ xyxy=(27,345,43,351)
recovery-instructions xyxy=(354,344,692,383)
row-serial: ১২। xyxy=(9,568,25,594)
row-post xyxy=(25,201,105,256)
post-grade: গ্রেড-১৫ xyxy=(27,458,43,464)
post-grade: গ্রেড-৯ xyxy=(27,214,40,220)
post-grade: গ্রেড-২০ xyxy=(27,580,43,586)
qualification-line: অনুন্য দ্বিতীয় শ্রেণি বা সমমানের সিজিপিএ-তে স্নাতক (সম্মান)সহ অনুন্য দ্বিতীয় শ্রেণি বা সমমানের সিজিপিএ-তে স্নাতকোত্তর ডিগ্রি; অথবা ৪(চার) বৎসর মেয়াদি স্নাতক (সম্মান) ডিগ্রি। xyxy=(146,153,345,165)
row-count: ২৫ xyxy=(127,332,144,364)
fee-cell: ১০তম গ্রেড xyxy=(397,223,567,231)
dateline xyxy=(582,5,694,14)
qualification-line: (খ) পুরুষ প্রার্থীর ক্ষেত্রে উচ্চতা অন্যূন ১৬৩ সেন্টিমিটার (৫'৪"), তবে কোনো উপজাতীয় প্রার্থীর ক্ষেত্রে উচ্চতা ১৫৭ সেন্টিমিটার (৫'২") এবং বুকের মাপ স্বাভাবিক অবস্থায় ৮০ সেন্টিমিটার সম্প্রসারিত অবস্থায় ৮৫ সেন্টিমিটার। xyxy=(146,505,345,516)
qualification-line: (গ) মহিলা প্রার্থীর ক্ষেত্রে উচ্চতা অন্যূন ১৫৭ সেন্টিমিটার (৫'২") তবে কোনো উপজাতীয় প্রার্থীর ক্ষেত্রে উচ্চতা ১৫২ সেন্টিমিটার (৫') এবং বুকের মাপ স্বাভাবিক অবস্থায় ৭৬ সেন্টিমিটার সম্প্রসারিত অবস্থায় ৮১ সেন্টিমিটার। xyxy=(146,426,345,438)
qualification-line: (গ) মহিলা প্রার্থীর ক্ষেত্রে উচ্চতা অন্যূন ১৫৭ সেন্টিমিটার (৫'২") এবং বুকের মাপ স্বাভাবিক অবস্থায় ৭৬ সেন্টিমিটার সম্প্রসারিত অবস্থায় ৮১ সেন্টিমিটার। xyxy=(146,388,345,400)
organization-section: নব নিয়োগ শাখা, প্রশাসন বিভাগ xyxy=(140,48,216,55)
row-age: অনূর্ধ্ব ৩০ বৎসর xyxy=(105,568,127,594)
row-count: ১৫ xyxy=(127,472,144,498)
notice-header xyxy=(8,20,348,92)
qr-codes xyxy=(394,967,554,1017)
table-row xyxy=(373,231,672,239)
row-qualification xyxy=(144,568,348,594)
recovery-user-example: Example: CAAB HELP USER ABCDEF xyxy=(374,356,459,362)
row-age: অনূর্ধ্ব ৩০ বৎসর xyxy=(105,332,127,364)
qualification-line: (ঘ) পুরুষ প্রার্থীকে দৌড়, লং জাম্প ও হাই জাম্প পরীক্ষায় অংশগ্রহণ করতে হবে। xyxy=(146,528,283,534)
header-qualification: শিক্ষাগত যোগ্যতা ও অভিজ্ঞতা xyxy=(144,126,348,141)
qualification-line: (গ) মেডিক্যাল পরীক্ষায় উত্তীর্ণ হতে হবে। xyxy=(146,324,216,330)
row-age: অনূর্ধ্ব ৩০ বৎসর xyxy=(105,257,127,301)
post-grade: গ্রেড-৯ xyxy=(27,153,40,159)
table-row xyxy=(9,408,348,446)
table-row xyxy=(9,364,348,408)
post-grade: গ্রেড-১৫ xyxy=(27,420,43,426)
date-english: ২৭.০৫.২০২৫ xyxy=(291,74,318,80)
row-age: অনূর্ধ্ব ৩০ বৎসর xyxy=(105,300,127,332)
qualification-line: (ক) কোনো স্বীকৃত বিশ্ববিদ্যালয় হইতে যে কোনো বিষয়ে প্রথম শ্রেণি বা সমমানের সিজিপিএ-তে স্নাতকোত্তর ডিগ্রি; অথবা xyxy=(146,141,345,153)
post-scale: টাকা ১২,৫০০-৩০,২৩০/- xyxy=(27,263,72,269)
table-row xyxy=(9,332,348,364)
sms-instructions xyxy=(354,259,692,305)
sms-second-reply: Reply: Congratulations Applicant's name, payment completed successfully for CAAB. Application for xxxxxxx User ID is (ABCDEF) and password (********) xyxy=(364,297,687,303)
row-count: ০১ xyxy=(127,140,144,201)
qualification-line: (ঘ) মেডিক্যাল পরীক্ষায় উত্তীর্ণ হতে হবে। xyxy=(146,249,216,255)
row-qualification xyxy=(144,201,348,256)
footer-ad-code: জি-৯৬০/২৫(৪x৮) (৪৫'' x ৪) xyxy=(360,1029,413,1035)
qr-caption-caab: বাংলাদেশ বেসামরিক বিমান চলাচল কর্তৃপক্ষের QR Code xyxy=(396,999,458,1010)
left-column xyxy=(8,20,348,1044)
qr-code-icon[interactable] xyxy=(412,967,442,997)
post-scale: টাকা ১০,২০০-২৪,৬৮০/- xyxy=(27,478,72,484)
date-bangla: ১৩ জ্যৈষ্ঠ ১৪৩২ xyxy=(312,68,344,74)
signer-organization: বাংলাদেশ বেসামরিক বিমান চলাচল কর্তৃপক্ষ xyxy=(589,985,663,991)
qualification-line: (ঘ) মেডিক্যাল পরীক্ষায় উত্তীর্ণ হতে হবে। xyxy=(146,194,216,200)
qr-block-caab xyxy=(394,967,460,1017)
